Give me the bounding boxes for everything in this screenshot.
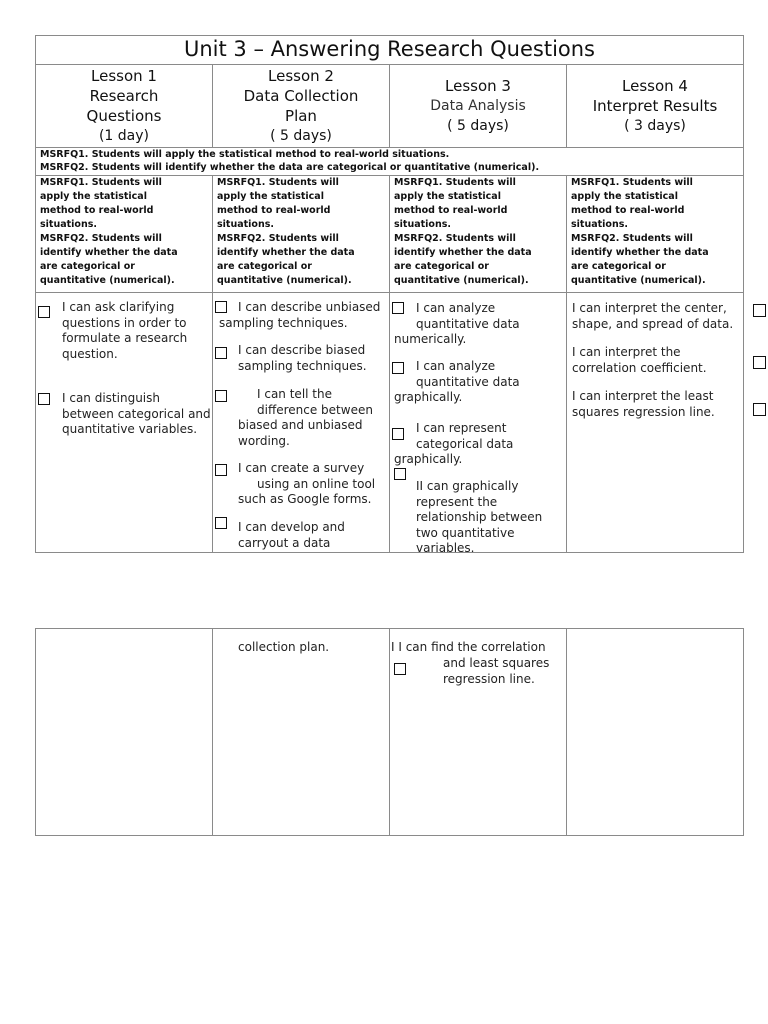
objective-line: situations. <box>217 219 274 230</box>
lesson-number: Lesson 3 <box>445 77 511 95</box>
statement-line: represent the <box>416 494 498 509</box>
statement-line: wording. <box>238 433 290 448</box>
i-can-statement <box>62 391 211 438</box>
objective-line: are categorical or <box>40 261 135 272</box>
lesson-4-statements <box>567 293 743 553</box>
standard-msrfq2: MSRFQ2. Students will identify whether the data are categorical or quantitative (numerical). <box>40 162 540 173</box>
statement-line: difference between <box>257 402 373 417</box>
lesson-2-header <box>213 65 390 147</box>
checkbox[interactable] <box>394 468 406 480</box>
statement-line: regression line. <box>443 671 535 686</box>
objective-line: are categorical or <box>571 261 666 272</box>
i-can-statement <box>238 461 375 508</box>
statement-line: I can analyze <box>416 359 496 373</box>
lesson-1-header <box>36 65 213 147</box>
i-can-statement <box>394 301 520 348</box>
lesson-name: Questions <box>86 107 162 125</box>
statement-line: I can analyze <box>416 301 496 315</box>
statement-line: quantitative data <box>416 374 520 389</box>
i-can-statement <box>238 387 373 449</box>
checkbox[interactable] <box>753 403 766 416</box>
objective-line: MSRFQ1. Students will <box>571 177 693 188</box>
objective-line: are categorical or <box>217 261 312 272</box>
statement-line: quantitative variables. <box>62 422 198 436</box>
statement-line: carryout a data <box>238 535 331 550</box>
i-can-statement <box>572 345 707 376</box>
statement-line: sampling techniques. <box>238 358 367 373</box>
i-can-statement <box>219 300 380 331</box>
statement-line: I can develop and <box>238 520 345 534</box>
statement-line: I can ask clarifying <box>62 300 175 314</box>
lesson-name: Plan <box>285 107 317 125</box>
objective-line: MSRFQ2. Students will <box>394 233 516 244</box>
i-can-statement <box>62 300 187 362</box>
checkbox[interactable] <box>215 464 227 476</box>
statement-line: shape, and spread of data. <box>572 316 734 331</box>
statement-line: such as Google forms. <box>238 492 372 506</box>
objective-line: situations. <box>571 219 628 230</box>
lesson-1-statements <box>36 293 213 553</box>
lesson-2-objectives <box>213 176 390 292</box>
lesson-duration: (1 day) <box>98 128 150 144</box>
statement-line: two quantitative <box>416 525 515 540</box>
statement-line: numerically. <box>394 332 467 346</box>
objective-line: identify whether the data <box>571 247 709 258</box>
objective-line: apply the statistical <box>571 191 678 202</box>
standard-msrfq1: MSRFQ1. Students will apply the statistical method to real-world situations. <box>40 149 450 160</box>
objective-line: MSRFQ2. Students will <box>571 233 693 244</box>
lesson-4-objectives <box>567 176 743 292</box>
objective-line: MSRFQ1. Students will <box>217 177 339 188</box>
statement-line: I I can find the correlation <box>391 640 546 654</box>
statement-line: graphically. <box>394 390 463 404</box>
lesson-3-header <box>390 65 567 147</box>
lesson-2-continued <box>213 629 390 835</box>
objective-line: method to real-world <box>571 205 685 216</box>
lesson-1-continued <box>36 629 213 835</box>
lesson-duration: ( 5 days) <box>447 118 509 134</box>
statement-line: I can represent <box>416 421 507 435</box>
statement-line: biased and unbiased <box>238 418 363 432</box>
i-can-statement <box>238 520 345 551</box>
objective-line: quantitative (numerical). <box>217 275 352 286</box>
statement-line: and least squares <box>443 656 550 670</box>
objective-line: method to real-world <box>217 205 331 216</box>
objective-line: method to real-world <box>40 205 154 216</box>
checkbox[interactable] <box>753 356 766 369</box>
statement-line: correlation coefficient. <box>572 360 707 375</box>
objective-line: identify whether the data <box>40 247 178 258</box>
checkbox[interactable] <box>215 390 227 402</box>
objective-line: method to real-world <box>394 205 508 216</box>
objective-line: MSRFQ2. Students will <box>217 233 339 244</box>
statement-line: II can graphically <box>416 479 519 493</box>
lesson-name: Data Collection <box>243 87 359 105</box>
continuation-table <box>35 628 744 836</box>
lesson-4-continued <box>567 629 743 835</box>
continuation-row <box>36 629 743 835</box>
statement-line: squares regression line. <box>572 404 715 419</box>
objective-line: apply the statistical <box>217 191 324 202</box>
objective-line: quantitative (numerical). <box>40 275 175 286</box>
lesson-number: Lesson 1 <box>91 67 157 85</box>
statement-line: between categorical and <box>62 406 211 421</box>
objective-line: apply the statistical <box>394 191 501 202</box>
statement-line: collection plan. <box>238 640 330 654</box>
statement-line: I can interpret the least <box>572 389 714 403</box>
lesson-duration: ( 5 days) <box>270 128 332 144</box>
checkbox[interactable] <box>215 517 227 529</box>
objective-line: identify whether the data <box>394 247 532 258</box>
i-can-statement <box>394 359 520 406</box>
i-can-statement <box>572 389 715 420</box>
page-title: Unit 3 – Answering Research Questions <box>36 36 743 65</box>
objective-line: are categorical or <box>394 261 489 272</box>
checkbox[interactable] <box>38 393 50 405</box>
i-can-statement <box>416 479 542 557</box>
statement-line: I can interpret the <box>572 345 681 359</box>
checkbox[interactable] <box>38 306 50 318</box>
statement-line: I can interpret the center, <box>572 301 727 315</box>
lesson-name: Research <box>89 87 159 105</box>
objective-line: apply the statistical <box>40 191 147 202</box>
statement-line: question. <box>62 346 118 361</box>
statement-line: graphically. <box>394 452 463 466</box>
standards-row <box>36 148 743 176</box>
objective-line: quantitative (numerical). <box>394 275 529 286</box>
statement-line: categorical data <box>416 436 514 451</box>
objective-line: situations. <box>394 219 451 230</box>
i-can-statement <box>238 343 367 374</box>
lesson-name: Data Analysis <box>430 98 526 114</box>
lesson-header-row <box>36 65 743 148</box>
statement-line: I can describe biased <box>238 343 366 357</box>
lesson-2-statements <box>213 293 390 553</box>
i-can-statements-row <box>36 293 743 553</box>
objective-line: situations. <box>40 219 97 230</box>
statement-line: I can describe unbiased <box>238 300 381 314</box>
lesson-number: Lesson 4 <box>622 77 688 95</box>
statement-line: using an online tool <box>257 476 376 491</box>
objective-line: MSRFQ1. Students will <box>394 177 516 188</box>
lesson-name: Interpret Results <box>592 97 718 115</box>
statement-line: variables. <box>416 541 475 555</box>
statement-line: formulate a research <box>62 331 188 345</box>
lesson-3-statements <box>390 293 567 553</box>
lesson-4-header <box>567 65 743 147</box>
statement-line: quantitative data <box>416 316 520 331</box>
statement-line: I can distinguish <box>62 391 160 405</box>
i-can-statement <box>572 301 733 332</box>
objective-line: identify whether the data <box>217 247 355 258</box>
lesson-3-objectives <box>390 176 567 292</box>
lesson-number: Lesson 2 <box>268 67 334 85</box>
statement-line: I can create a survey <box>238 461 365 475</box>
checkbox[interactable] <box>215 347 227 359</box>
objectives-row <box>36 176 743 293</box>
i-can-statement <box>443 656 549 687</box>
checkbox[interactable] <box>394 663 406 675</box>
statement-line: relationship between <box>416 510 543 524</box>
objective-line: MSRFQ1. Students will <box>40 177 162 188</box>
unit-plan-table <box>35 35 744 553</box>
statement-line: I can tell the <box>257 387 332 401</box>
lesson-3-continued <box>390 629 567 835</box>
objective-line: quantitative (numerical). <box>571 275 706 286</box>
statement-line: questions in order to <box>62 315 187 330</box>
i-can-statement <box>394 421 513 468</box>
lesson-duration: ( 3 days) <box>624 118 686 134</box>
statement-line: sampling techniques. <box>219 315 348 330</box>
checkbox[interactable] <box>753 304 766 317</box>
objective-line: MSRFQ2. Students will <box>40 233 162 244</box>
lesson-1-objectives <box>36 176 213 292</box>
